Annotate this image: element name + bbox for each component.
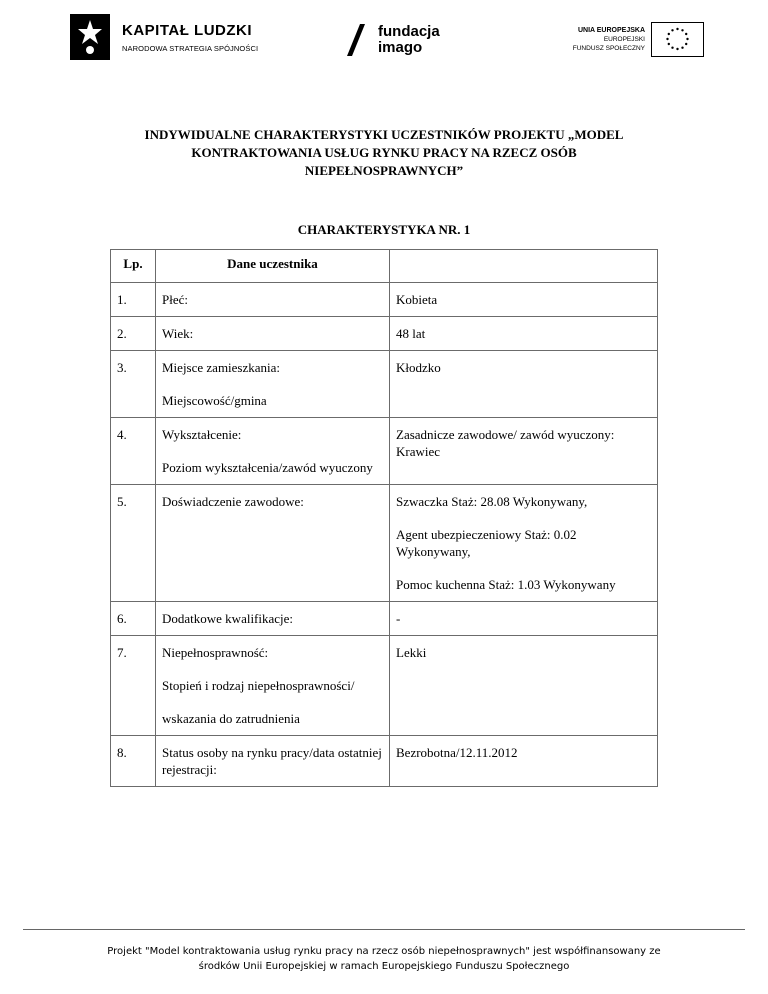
row-value: Zasadnicze zawodowe/ zawód wyuczony: Krawiec <box>396 427 615 459</box>
eu-flag-icon <box>651 22 704 57</box>
row-lp: 3. <box>117 360 127 375</box>
row-lp: 4. <box>117 427 127 442</box>
header-empty <box>390 250 657 282</box>
footer-line-2: środków Unii Europejskiej w ramach Europejskiego Funduszu Społecznego <box>198 961 570 972</box>
row-label-main: Niepełnosprawność: <box>162 645 269 660</box>
title-line-2: KONTRAKTOWANIA USŁUG RYNKU PRACY NA RZECZ OSÓB <box>191 145 577 160</box>
row-label-detail: Miejscowość/gmina <box>162 393 267 408</box>
table-row <box>111 418 658 485</box>
table-row <box>111 351 658 418</box>
row-label-detail: Stopień i rodzaj niepełnosprawności/ <box>162 678 355 693</box>
row-label-detail: Poziom wykształcenia/zawód wyuczony <box>162 460 373 475</box>
row-lp: 6. <box>117 611 127 626</box>
participant-data-table <box>110 249 658 787</box>
row-label-detail-2: wskazania do zatrudnienia <box>162 711 300 726</box>
table-row <box>111 283 658 317</box>
footer-line-1: Projekt "Model kontraktowania usług rynku pracy na rzecz osób niepełnosprawnych" jest współfinansowany ze <box>107 946 661 957</box>
eu-line-3: FUNDUSZ SPOŁECZNY <box>572 45 645 52</box>
kapital-ludzki-logo <box>70 12 270 60</box>
eu-logo <box>560 22 705 62</box>
row-label <box>156 636 389 735</box>
fundacja-imago-logo <box>340 22 460 62</box>
document-title <box>100 126 668 180</box>
row-label: Płeć: <box>162 292 188 307</box>
row-value: Bezrobotna/12.11.2012 <box>396 745 518 760</box>
row-label: Doświadczenie zawodowe: <box>162 494 304 509</box>
footer-divider <box>23 929 745 930</box>
eu-text <box>573 26 645 53</box>
row-label: Wiek: <box>162 326 194 341</box>
row-label-main: Wykształcenie: <box>162 427 242 442</box>
header-participant-data: Dane uczestnika <box>227 256 318 271</box>
row-value: Lekki <box>396 645 427 660</box>
row-label: Dodatkowe kwalifikacje: <box>162 611 294 626</box>
row-lp: 2. <box>117 326 127 341</box>
row-lp: 8. <box>117 745 127 760</box>
eu-line-1: UNIA EUROPEJSKA <box>577 27 645 34</box>
row-label-main: Miejsce zamieszkania: <box>162 360 281 375</box>
row-value <box>390 485 657 601</box>
row-value: Kobieta <box>396 292 438 307</box>
row-lp: 7. <box>117 645 127 660</box>
kapital-ludzki-emblem-icon <box>70 14 110 60</box>
title-line-1: INDYWIDUALNE CHARAKTERYSTYKI UCZESTNIKÓW PROJEKTU „MODEL <box>144 127 624 142</box>
kapital-ludzki-title: KAPITAŁ LUDZKI <box>122 22 253 39</box>
row-value-line-2: Agent ubezpieczeniowy Staż: 0.02 Wykonywany, <box>396 527 577 559</box>
row-label <box>156 351 389 417</box>
row-lp: 1. <box>117 292 127 307</box>
title-line-3: NIEPEŁNOSPRAWNYCH” <box>304 163 464 178</box>
footer <box>30 944 738 974</box>
header-lp: Lp. <box>123 256 143 271</box>
table-row <box>111 485 658 602</box>
eu-line-2: EUROPEJSKI <box>603 36 645 43</box>
slash-icon <box>346 24 366 56</box>
kapital-ludzki-subtitle: NARODOWA STRATEGIA SPÓJNOŚCI <box>122 44 259 53</box>
characteristic-number: CHARAKTERYSTYKA NR. 1 <box>297 222 471 237</box>
row-label: Status osoby na rynku pracy/data ostatniej rejestracji: <box>162 745 382 777</box>
row-lp: 5. <box>117 494 127 509</box>
imago-line-2: imago <box>378 39 423 56</box>
table-row <box>111 736 658 787</box>
fundacja-imago-text <box>378 24 440 56</box>
table-row <box>111 602 658 636</box>
table-row <box>111 636 658 736</box>
row-value: 48 lat <box>396 326 426 341</box>
row-value-line-3: Pomoc kuchenna Staż: 1.03 Wykonywany <box>396 577 616 592</box>
imago-line-1: fundacja <box>378 23 440 40</box>
row-value: - <box>396 611 401 626</box>
table-header-row <box>111 250 658 283</box>
row-value: Kłodzko <box>396 360 441 375</box>
row-label <box>156 418 389 484</box>
table-row <box>111 317 658 351</box>
row-value-line-1: Szwaczka Staż: 28.08 Wykonywany, <box>396 494 588 509</box>
